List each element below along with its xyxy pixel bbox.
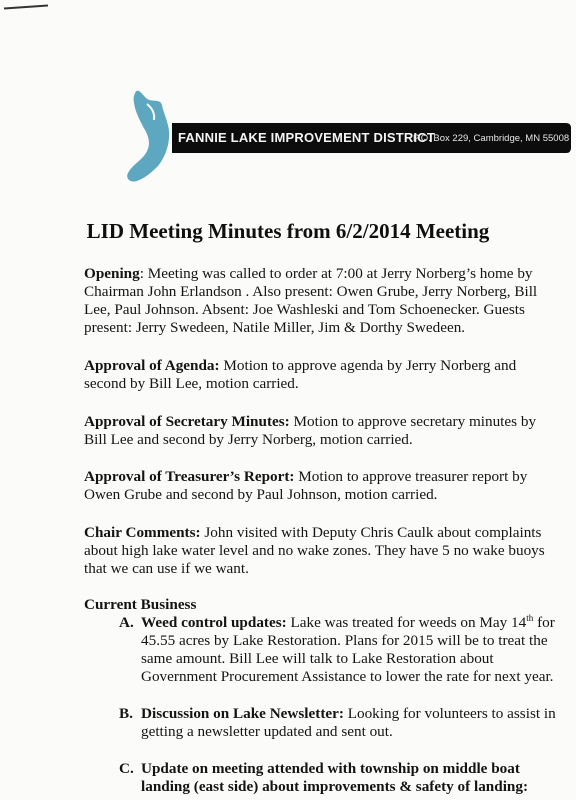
item-letter: A. <box>119 614 134 631</box>
opening-label: Opening <box>84 265 140 282</box>
page-title: LID Meeting Minutes from 6/2/2014 Meeting <box>86 219 490 243</box>
district-address: P.O. Box 229, Cambridge, MN 55008 <box>413 133 570 144</box>
secretary-paragraph <box>84 413 560 449</box>
chair-label: Chair Comments: <box>84 524 201 541</box>
item-letter: B. <box>119 705 133 722</box>
opening-text: : Meeting was called to order at 7:00 at Jerry Norberg’s home by Chairman John Erlandson . Also present: Owen Grube, Jerry Norberg, Bill Lee, Paul Johnson. Absent: Joe Washleski and Tom Schoenecker. Guests present: Jerry Swedeen, Natile Miller, Jim & Dorthy Swedeen. <box>84 265 538 336</box>
item-text-continued: for 45.55 acres by Lake Restoration. Plans for 2015 will be to treat the same amount. Bill Lee will talk to Lake Restoration about Government Procurement Assistance to lower the rate for next year. <box>141 614 555 685</box>
item-superscript: th <box>526 612 534 623</box>
chair-text: John visited with Deputy Chris Caulk about complaints about high lake water level and no wake zones. They have 5 no wake buoys that we can use if we want. <box>84 524 545 577</box>
district-name: FANNIE LAKE IMPROVEMENT DISTRICT <box>178 130 436 145</box>
agenda-label: Approval of Agenda: <box>84 357 220 374</box>
treasurer-text: Motion to approve treasurer report by Owen Grube and second by Paul Johnson, motion carried. <box>84 468 528 503</box>
business-item-c <box>119 760 561 796</box>
item-text: Looking for volunteers to assist in getting a newsletter updated and sent out. <box>141 705 556 740</box>
item-text: Lake was treated for weeds on May 14 <box>286 614 527 631</box>
lake-logo-icon <box>0 0 576 200</box>
business-item-b <box>119 705 561 741</box>
item-label: Weed control updates: <box>141 614 287 631</box>
agenda-text: Motion to approve agenda by Jerry Norberg and second by Bill Lee, motion carried. <box>84 357 517 392</box>
secretary-label: Approval of Secretary Minutes: <box>84 413 290 430</box>
business-item-a <box>119 614 561 686</box>
opening-paragraph <box>84 265 560 337</box>
current-business-heading: Current Business <box>84 596 197 613</box>
agenda-paragraph <box>84 357 560 393</box>
item-letter: C. <box>119 760 134 777</box>
item-label: Update on meeting attended with township on middle boat landing (east side) about improvements & safety of landing: <box>141 760 529 795</box>
item-label: Discussion on Lake Newsletter: <box>141 705 344 722</box>
treasurer-label: Approval of Treasurer’s Report: <box>84 468 295 485</box>
treasurer-paragraph <box>84 468 560 504</box>
chair-comments-paragraph <box>84 524 560 578</box>
secretary-text: Motion to approve secretary minutes by Bill Lee and second by Jerry Norberg, motion carried. <box>84 413 537 448</box>
letterhead <box>0 0 576 200</box>
